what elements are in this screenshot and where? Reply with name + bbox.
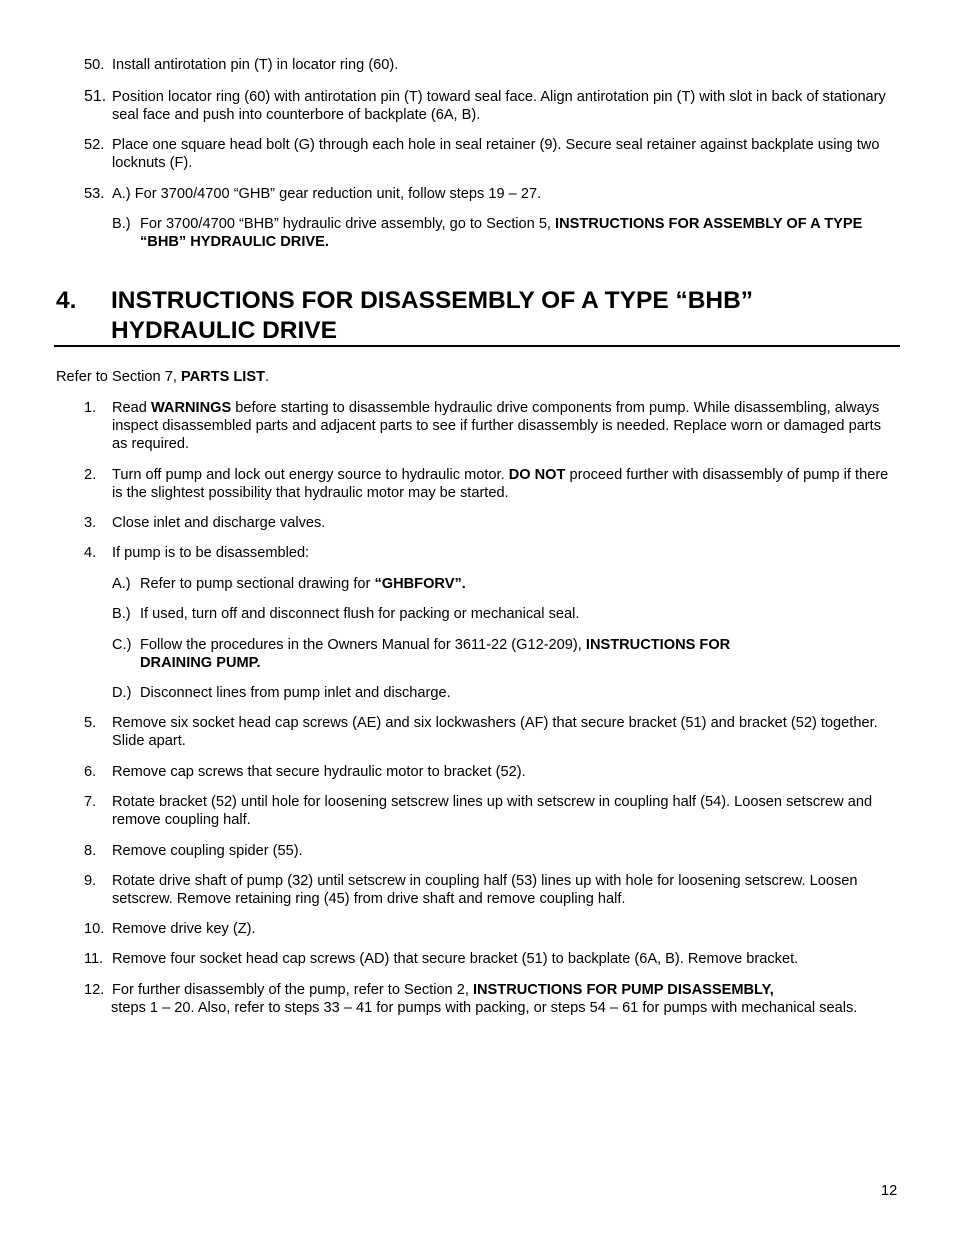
step-text-end: proceed further with disassembly of pump if there is the slightest possibility that hydraulic motor may be started. [112, 467, 889, 501]
step-text: Rotate drive shaft of pump (32) until setscrew in coupling half (53) lines up with hole for loosening setscrew. Loosen setscrew. Remove retaining ring (45) from drive shaft and remove coupling half. [112, 873, 858, 907]
step-text-end: before starting to disassemble hydraulic drive components from pump. While disassembling, always inspect disassembled parts and adjacent parts to see if further disassembly is needed. Replace worn or damaged parts as required. [112, 400, 882, 452]
step-number: 50. [84, 57, 105, 73]
step-text: Remove drive key (Z). [112, 921, 256, 937]
substep-label: B.) [112, 606, 131, 622]
step-text: Remove four socket head cap screws (AD) that secure bracket (51) to backplate (6A, B). Remove bracket. [112, 951, 799, 967]
step-text: Close inlet and discharge valves. [112, 515, 326, 531]
step-11 [84, 950, 900, 968]
intro-text: Refer to Section 7, [56, 369, 181, 385]
substep-bold-ref: INSTRUCTIONS FOR ASSEMBLY OF A TYPE “BHB” HYDRAULIC DRIVE. [140, 216, 863, 250]
step-10 [84, 920, 900, 938]
step-number: 8. [84, 843, 97, 859]
step-number: 12. [84, 982, 105, 998]
substep-label: B.) [112, 216, 131, 232]
step-1 [84, 399, 900, 453]
substep-text: For 3700/4700 “BHB” hydraulic drive assembly, go to Section 5, [140, 216, 556, 232]
intro-bold-ref: PARTS LIST [180, 369, 265, 385]
step-bold: WARNINGS [150, 400, 232, 416]
substep-text: Follow the procedures in the Owners Manual for 3611-22 (G12-209), [140, 637, 586, 653]
step-text: Install antirotation pin (T) in locator ring (60). [112, 57, 399, 73]
step-12-continuation: steps 1 – 20. Also, refer to steps 33 – 41 for pumps with packing, or steps 54 – 61 for pumps with mechanical seals. [111, 1000, 858, 1016]
substep-text: Refer to pump sectional drawing for [140, 576, 375, 592]
step-8 [84, 842, 900, 860]
step-text: Read [112, 400, 151, 416]
step-number: 11. [84, 951, 104, 967]
step-text: Remove six socket head cap screws (AE) and six lockwashers (AF) that secure bracket (51) and bracket (52) together. Slide apart. [112, 715, 878, 749]
step-9 [84, 872, 900, 908]
step-4 [84, 544, 900, 562]
step-text: Remove cap screws that secure hydraulic motor to bracket (52). [112, 764, 526, 780]
step-bold: INSTRUCTIONS FOR PUMP DISASSEMBLY, [472, 982, 774, 998]
page-number: 12 [881, 1183, 898, 1199]
substep-label: D.) [112, 685, 132, 701]
step-text: Rotate bracket (52) until hole for loosening setscrew lines up with setscrew in coupling half (54). Loosen setscrew and remove coupling half. [112, 794, 873, 828]
step-number: 53. [84, 186, 105, 202]
step-text: A.) For 3700/4700 “GHB” gear reduction unit, follow steps 19 – 27. [112, 186, 542, 202]
heading-rule [54, 345, 900, 347]
step-number: 9. [84, 873, 97, 889]
step-2 [84, 466, 900, 502]
step-text: If pump is to be disassembled: [112, 545, 310, 561]
step-4-a [112, 575, 882, 593]
step-bold: DO NOT [508, 467, 566, 483]
substep-label: C.) [112, 637, 132, 653]
step-51 [84, 88, 900, 124]
step-number: 3. [84, 515, 97, 531]
step-3 [84, 514, 900, 532]
step-number: 5. [84, 715, 97, 731]
step-text: For further disassembly of the pump, refer to Section 2, [112, 982, 473, 998]
substep-bold: INSTRUCTIONS FOR DRAINING PUMP. [140, 637, 731, 671]
substep-label: A.) [112, 576, 131, 592]
step-5 [84, 714, 900, 750]
step-6 [84, 763, 900, 781]
step-number: 7. [84, 794, 97, 810]
step-50 [84, 56, 900, 74]
step-4-b [112, 605, 882, 623]
step-number: 10. [84, 921, 105, 937]
step-number: 51. [84, 88, 107, 105]
substep-text: Disconnect lines from pump inlet and discharge. [140, 685, 451, 701]
step-7 [84, 793, 900, 829]
step-text: Turn off pump and lock out energy source to hydraulic motor. [112, 467, 509, 483]
intro-paragraph [56, 368, 269, 386]
intro-end: . [265, 369, 270, 385]
step-53 [84, 185, 900, 203]
step-number: 6. [84, 764, 97, 780]
substep-bold: “GHBFORV”. [374, 576, 466, 592]
step-4-d [112, 684, 882, 702]
step-text: Remove coupling spider (55). [112, 843, 303, 859]
section-number: 4. [56, 287, 77, 314]
section-heading [56, 286, 900, 346]
step-text: Position locator ring (60) with antirotation pin (T) toward seal face. Align antirotation pin (T) with slot in back of stationary seal face and push into counterbore of backplate (6A, B). [112, 89, 886, 123]
step-12 [84, 981, 900, 999]
step-53-b [112, 215, 882, 251]
step-number: 52. [84, 137, 105, 153]
step-number: 1. [84, 400, 97, 416]
step-4-c [112, 636, 882, 672]
step-52 [84, 136, 900, 172]
section-title: INSTRUCTIONS FOR DISASSEMBLY OF A TYPE “BHB” HYDRAULIC DRIVE [111, 287, 754, 344]
step-number: 4. [84, 545, 97, 561]
substep-text: If used, turn off and disconnect flush for packing or mechanical seal. [140, 606, 580, 622]
step-number: 2. [84, 467, 97, 483]
step-text: Place one square head bolt (G) through each hole in seal retainer (9). Secure seal retainer against backplate using two locknuts (F). [112, 137, 880, 171]
